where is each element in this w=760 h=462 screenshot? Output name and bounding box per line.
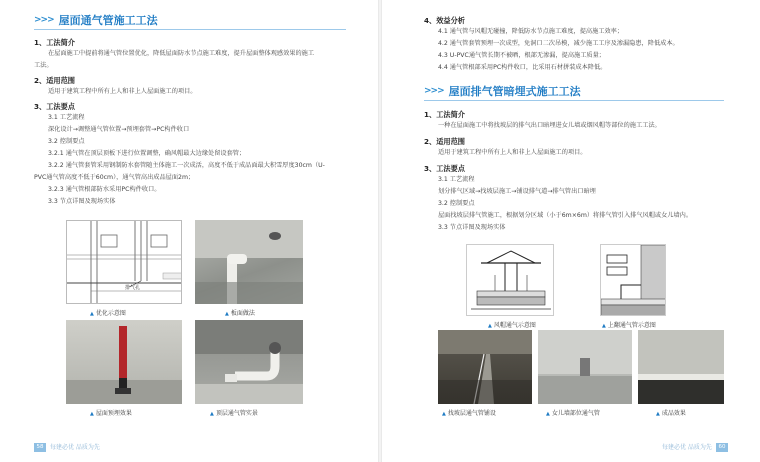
benefit-2: 4.2 通气管套管预埋一次成型，免洞口二次吊模，减少施工工序及渗漏隐患，降低成本。: [438, 40, 679, 47]
vent-hole-label: 排气孔: [125, 285, 141, 291]
board-practice-svg: [195, 220, 303, 304]
caption-top-vent-pipe: ▲ 顶层通气管实景: [210, 410, 258, 417]
right-page: [380, 0, 760, 462]
finished-effect-svg: [638, 330, 724, 404]
hood-vent-svg: [467, 245, 554, 316]
top-vent-pipe-photo: [195, 320, 303, 404]
scope-text: 适用于建筑工程中所有上人和非上人屋面施工的项目。: [48, 88, 197, 95]
caption-slope-layer-vent: ▲ 找坡层通气管铺设: [442, 410, 496, 417]
heading-intro: 1、工法简介: [34, 38, 75, 47]
slope-layer-vent-photo: [438, 330, 532, 404]
triangle-icon: ▲: [90, 411, 94, 417]
benefit-1: 4.1 通气管与风帽无碰撞，降低防水节点施工难度，提高施工效率；: [438, 28, 624, 35]
scope-text: 适用于建筑工程中所有上人和非上人屋面施工的项目。: [438, 149, 587, 156]
upturned-vent-diagram: [600, 244, 666, 316]
embedded-effect-photo: [66, 320, 182, 404]
caption-upturned-vent: ▲ 上翻通气管示意图: [602, 322, 656, 329]
caption-parapet-vent: ▲ 女儿墙部位通气管: [546, 410, 600, 417]
intro-text-2: 工法。: [34, 62, 53, 69]
heading-benefits: 4、效益分析: [424, 16, 465, 25]
control-text: 屋面找坡层排气管施工，根据划分区域（小于6m×6m）将排气管引入排气风帽或女儿墙内。: [438, 212, 693, 219]
control-heading: 3.2 控制要点: [48, 138, 85, 145]
heading-key-points: 3、工法要点: [34, 102, 75, 111]
chevron-icon: >>>: [424, 86, 444, 96]
heading-key-points: 3、工法要点: [424, 164, 465, 173]
control-item-2b: PVC通气管高度不低于60cm），通气管高出成品屋面2m；: [34, 174, 195, 181]
heading-intro: 1、工法简介: [424, 110, 465, 119]
page-number-badge: 58: [34, 443, 46, 452]
control-item-1: 3.2.1 通气管在顶层顶板下进行位置调整，确风帽最大边缘处留设套管；: [48, 150, 246, 157]
section-title-roof-vent: >>> 屋面通气管施工工法: [34, 14, 158, 27]
intro-text-1: 在屋面施工中提前将通气管位置优化，降低屋面防水节点施工难度，提升屋面整体观感效果的施工: [48, 50, 315, 57]
parapet-vent-svg: [538, 330, 632, 404]
caption-hood-vent: ▲ 风帽通气示意图: [488, 322, 536, 329]
page-number-badge: 60: [716, 443, 728, 452]
caption-optimisation: ▲ 优化示意图: [90, 310, 126, 317]
control-item-2a: 3.2.2 通气管套管采用钢制防水套管随主体施工一次成活，高度不低于成品面最大积雪厚度30cm（U-: [48, 162, 325, 169]
finished-effect-photo: [638, 330, 724, 404]
control-item-3: 3.2.3 通气管根部防水采用PC构件收口。: [48, 186, 161, 193]
process-text: 深化设计→调整通气管位置→预埋套管→PC构件收口: [48, 126, 190, 133]
chevron-icon: >>>: [34, 15, 54, 25]
heading-scope: 2、适用范围: [424, 137, 465, 146]
hood-vent-diagram: [466, 244, 554, 316]
triangle-icon: ▲: [90, 311, 94, 317]
triangle-icon: ▲: [442, 411, 446, 417]
benefit-3: 4.3 U-PVC通气管长期不被晒，根部无渗漏，提高施工质量；: [438, 52, 605, 59]
heading-scope: 2、适用范围: [34, 76, 75, 85]
top-vent-pipe-svg: [195, 320, 303, 404]
triangle-icon: ▲: [602, 323, 606, 329]
section-title-exhaust-pipe: >>> 屋面排气管暗埋式施工工法: [424, 85, 581, 98]
detail-heading: 3.3 节点详图及现场实体: [438, 224, 506, 231]
parapet-vent-photo: [538, 330, 632, 404]
title-rule: [424, 100, 724, 101]
control-heading: 3.2 控制要点: [438, 200, 475, 207]
triangle-icon: ▲: [225, 311, 229, 317]
caption-board-practice: ▲ 板面做法: [225, 310, 255, 317]
caption-embedded-effect: ▲ 屋面预埋效果: [90, 410, 132, 417]
board-practice-photo: [195, 220, 303, 304]
optimisation-diagram-svg: [67, 221, 182, 304]
process-heading: 3.1 工艺流程: [48, 114, 85, 121]
optimisation-diagram: [66, 220, 182, 304]
detail-heading: 3.3 节点详图及现场实体: [48, 198, 116, 205]
footer-slogan: 每建必优 品质为先: [662, 444, 712, 451]
triangle-icon: ▲: [656, 411, 660, 417]
triangle-icon: ▲: [488, 323, 492, 329]
embedded-effect-svg: [66, 320, 182, 404]
intro-text: 一种在屋面施工中将找坡层的排气出口暗埋进女儿墙或烟风帽等部位的施工工法。: [438, 122, 661, 129]
process-heading: 3.1 工艺流程: [438, 176, 475, 183]
caption-finished-effect: ▲ 成品效果: [656, 410, 686, 417]
triangle-icon: ▲: [546, 411, 550, 417]
triangle-icon: ▲: [210, 411, 214, 417]
upturned-vent-svg: [601, 245, 666, 316]
process-text: 划分排气区域→找坡层施工→铺设排气道→排气管出口暗埋: [438, 188, 596, 195]
title-rule: [34, 29, 346, 30]
footer-slogan: 每建必优 品质为先: [50, 444, 100, 451]
benefit-4: 4.4 通气管根部采用PC构件收口，比采用石材拼装成本降低。: [438, 64, 607, 71]
slope-layer-vent-svg: [438, 330, 532, 404]
